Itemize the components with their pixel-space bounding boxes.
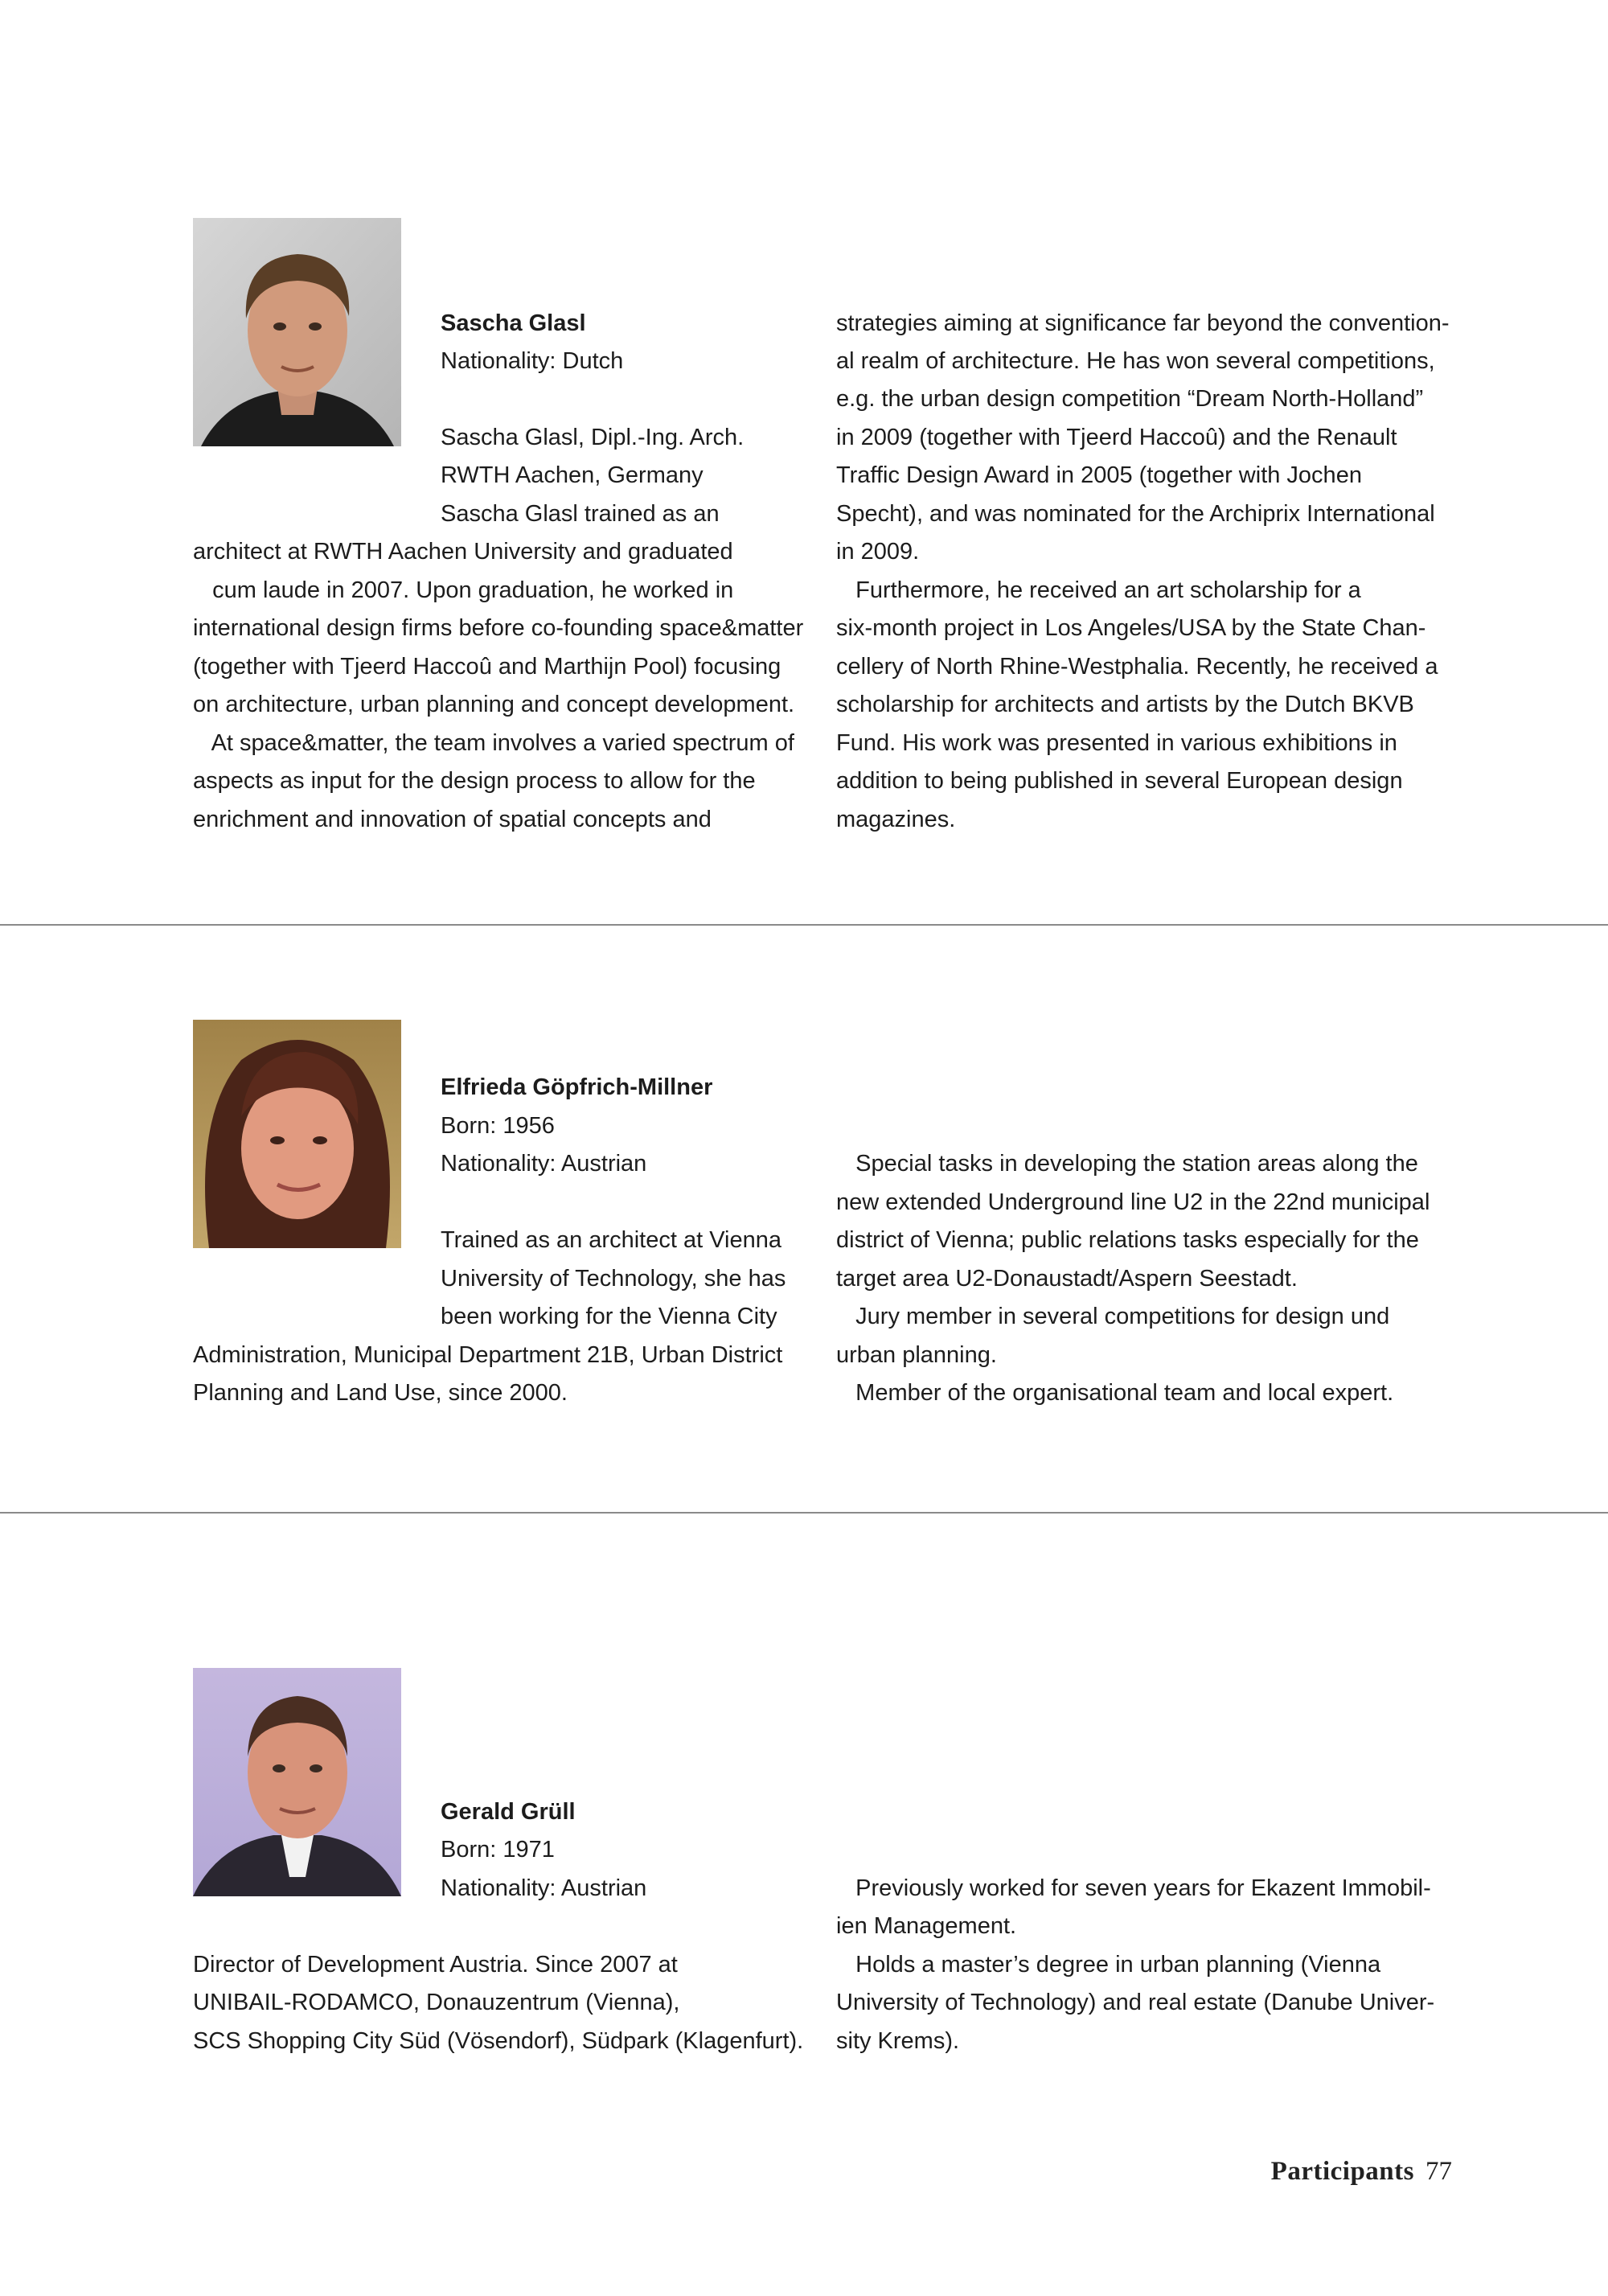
bio-line: RWTH Aachen, Germany xyxy=(441,462,704,488)
bio-line: UNIBAIL-RODAMCO, Donauzentrum (Vienna), xyxy=(193,1990,680,2015)
participant-photo-glasl xyxy=(193,218,401,446)
bio-line: ien Management. xyxy=(836,1913,1017,1939)
bio-line: Trained as an architect at Vienna xyxy=(441,1227,781,1253)
bio-line: al realm of architecture. He has won several competitions, xyxy=(836,348,1435,374)
bio-line: in 2009. xyxy=(836,539,920,565)
bio-line: been working for the Vienna City xyxy=(441,1304,777,1329)
bio-line: University of Technology) and real estate (Danube Univer- xyxy=(836,1990,1435,2015)
page-number: 77 xyxy=(1425,2157,1452,2186)
section-divider xyxy=(0,1512,1608,1514)
bio-line: e.g. the urban design competition “Dream North-Holland” xyxy=(836,386,1424,412)
bio-line: in 2009 (together with Tjeerd Haccoû) and the Renault xyxy=(836,425,1397,450)
section-title: Participants xyxy=(1270,2157,1414,2186)
bio-line: Nationality: Dutch xyxy=(441,348,624,374)
participant-photo-gruell xyxy=(193,1668,401,1896)
bio-line: enrichment and innovation of spatial concepts and xyxy=(193,807,712,832)
bio-line: Traffic Design Award in 2005 (together with Jochen xyxy=(836,462,1362,488)
bio-line: aspects as input for the design process to allow for the xyxy=(193,768,756,794)
bio-line: Born: 1956 xyxy=(441,1113,555,1139)
bio-line: Nationality: Austrian xyxy=(441,1151,647,1177)
participant-photo-goepfrich-millner xyxy=(193,1020,401,1248)
bio-line: Specht), and was nominated for the Archiprix International xyxy=(836,501,1435,527)
participant-name: Sascha Glasl xyxy=(441,310,586,336)
bio-line: Born: 1971 xyxy=(441,1837,555,1863)
bio-line: At space&matter, the team involves a varied spectrum of xyxy=(193,730,794,756)
bio-line: Sascha Glasl, Dipl.-Ing. Arch. xyxy=(441,425,745,450)
bio-line: new extended Underground line U2 in the 22nd municipal xyxy=(836,1189,1430,1215)
participant-name: Elfrieda Göpfrich-Millner xyxy=(441,1074,713,1100)
bio-line: Administration, Municipal Department 21B, Urban District xyxy=(193,1342,783,1368)
bio-line: Director of Development Austria. Since 2007 at xyxy=(193,1952,678,1978)
bio-line: addition to being published in several European design xyxy=(836,768,1403,794)
bio-line: Furthermore, he received an art scholarship for a xyxy=(836,577,1361,603)
bio-line: Nationality: Austrian xyxy=(441,1875,647,1901)
bio-line: six-month project in Los Angeles/USA by the State Chan- xyxy=(836,615,1426,641)
bio-line: scholarship for architects and artists by the Dutch BKVB xyxy=(836,692,1414,717)
bio-line: University of Technology, she has xyxy=(441,1266,786,1292)
page-footer xyxy=(1271,2157,1452,2187)
bio-line: Sascha Glasl trained as an xyxy=(441,501,720,527)
bio-line: urban planning. xyxy=(836,1342,997,1368)
bio-line: district of Vienna; public relations tasks especially for the xyxy=(836,1227,1419,1253)
bio-line: (together with Tjeerd Haccoû and Marthijn Pool) focusing xyxy=(193,654,781,680)
bio-line: Previously worked for seven years for Ekazent Immobil- xyxy=(836,1875,1431,1901)
bio-line: on architecture, urban planning and concept development. xyxy=(193,692,795,717)
bio-line: magazines. xyxy=(836,807,956,832)
section-divider xyxy=(0,924,1608,926)
bio-line: Jury member in several competitions for design und xyxy=(836,1304,1390,1329)
bio-line: Fund. His work was presented in various exhibitions in xyxy=(836,730,1397,756)
bio-line: Special tasks in developing the station areas along the xyxy=(836,1151,1418,1177)
bio-line: sity Krems). xyxy=(836,2028,960,2054)
bio-line: international design firms before co-founding space&matter xyxy=(193,615,804,641)
bio-line: cum laude in 2007. Upon graduation, he worked in xyxy=(193,577,734,603)
participant-name: Gerald Grüll xyxy=(441,1799,576,1825)
bio-line: cellery of North Rhine-Westphalia. Recently, he received a xyxy=(836,654,1438,680)
bio-line: architect at RWTH Aachen University and graduated xyxy=(193,539,733,565)
bio-line: SCS Shopping City Süd (Vösendorf), Südpark (Klagenfurt). xyxy=(193,2028,804,2054)
bio-line: target area U2-Donaustadt/Aspern Seestadt. xyxy=(836,1266,1298,1292)
bio-line: Holds a master’s degree in urban planning (Vienna xyxy=(836,1952,1381,1978)
bio-line: Planning and Land Use, since 2000. xyxy=(193,1380,568,1406)
bio-line: strategies aiming at significance far beyond the convention- xyxy=(836,310,1450,336)
bio-line: Member of the organisational team and local expert. xyxy=(836,1380,1394,1406)
